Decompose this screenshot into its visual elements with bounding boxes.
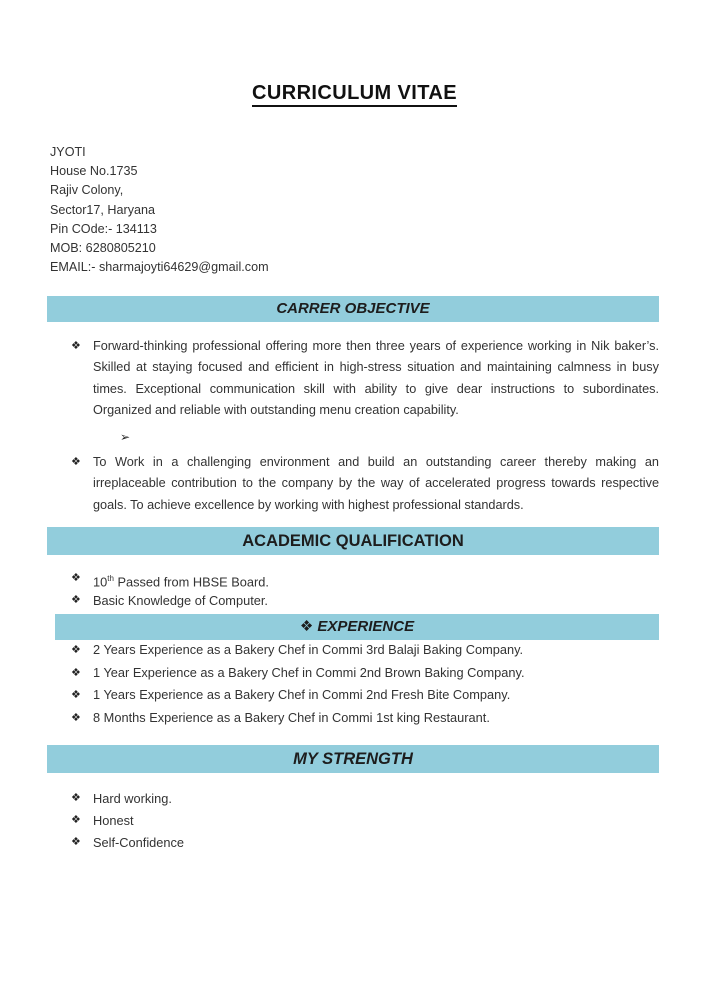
academic-item-text: Basic Knowledge of Computer. xyxy=(93,592,268,608)
strength-item-text: Self-Confidence xyxy=(93,834,185,850)
contact-line: Sector17, Haryana xyxy=(50,202,156,217)
objective-paragraph-text: Forward-thinking professional offering more then three years of experience working in Nik baker’s. Skilled at staying focused and efficient in high-stress situation and maintaining calmness in busy times. Exceptional communication skill with ability to give dear instructions to subordinates. Organized and reliable with outstanding menu creation capability. xyxy=(93,339,659,417)
diamond-bullet-icon: ❖ xyxy=(71,813,81,826)
list-item xyxy=(71,568,269,590)
diamond-bullet-icon: ❖ xyxy=(71,593,81,606)
section-heading-objective xyxy=(47,296,659,322)
list-item xyxy=(71,590,269,612)
section-heading-academic xyxy=(47,527,659,555)
diamond-bullet-icon: ❖ xyxy=(71,711,81,724)
page-title xyxy=(0,82,709,105)
academic-list xyxy=(71,568,269,611)
diamond-bullet-icon: ❖ xyxy=(71,572,81,584)
section-heading-academic-label: ACADEMIC QUALIFICATION xyxy=(242,532,464,550)
section-heading-objective-label: CARRER OBJECTIVE xyxy=(276,300,430,317)
contact-line: House No.1735 xyxy=(50,164,138,179)
olx-watermark-icon xyxy=(537,892,687,970)
strength-item-text: Honest xyxy=(93,812,134,828)
diamond-bullet-icon: ❖ xyxy=(71,689,81,701)
strength-item-text: Hard working. xyxy=(93,791,172,806)
contact-line: Pin COde:- 134113 xyxy=(50,221,157,236)
experience-list xyxy=(71,639,525,729)
section-heading-experience-label: EXPERIENCE xyxy=(317,618,415,635)
diamond-bullet-icon: ❖ xyxy=(71,835,81,848)
objective-paragraph xyxy=(71,336,659,421)
experience-item-text: 1 Years Experience as a Bakery Chef in Commi 2nd Fresh Bite Company. xyxy=(93,687,511,702)
diamond-bullet-icon: ❖ xyxy=(299,618,314,635)
page-title-text: CURRICULUM VITAE xyxy=(252,82,457,107)
experience-item-text: 2 Years Experience as a Bakery Chef in Commi 3rd Balaji Baking Company. xyxy=(93,642,524,657)
list-item xyxy=(71,639,525,662)
contact-line: Rajiv Colony, xyxy=(50,183,124,198)
list-item xyxy=(71,707,525,730)
academic-item-superscript: th xyxy=(107,574,114,583)
objective-paragraph-text: To Work in a challenging environment and build an outstanding career thereby making an irreplaceable contribution to the company by the way of accelerated progress towards respective goals. To achieve excellence by working with highest professional standards. xyxy=(93,455,659,512)
diamond-bullet-icon: ❖ xyxy=(71,792,81,804)
strength-list xyxy=(71,788,185,853)
diamond-bullet-icon: ❖ xyxy=(71,456,81,468)
diamond-bullet-icon: ❖ xyxy=(71,666,81,679)
diamond-bullet-icon: ❖ xyxy=(71,644,81,656)
academic-item-text: Passed from HBSE Board. xyxy=(113,574,269,590)
experience-item-text: 1 Year Experience as a Bakery Chef in Commi 2nd Brown Baking Company. xyxy=(93,664,525,680)
experience-item-text: 8 Months Experience as a Bakery Chef in Commi 1st king Restaurant. xyxy=(93,709,490,725)
contact-email: EMAIL:- sharmajoyti64629@gmail.com xyxy=(50,260,269,275)
list-item xyxy=(71,662,525,685)
olx-watermark-region: INDIA xyxy=(621,958,659,968)
contact-block xyxy=(50,143,269,277)
section-heading-strength xyxy=(47,745,659,773)
contact-name: JYOTI xyxy=(50,145,86,159)
objective-paragraph xyxy=(71,452,659,516)
list-item xyxy=(71,788,184,810)
list-item xyxy=(71,810,184,832)
arrow-bullet-icon: ➢ xyxy=(120,430,131,444)
contact-phone: MOB: 6280805210 xyxy=(50,241,156,256)
list-item xyxy=(71,684,525,707)
section-heading-strength-label: MY STRENGTH xyxy=(293,750,413,768)
academic-item-prefix: 10 xyxy=(93,574,108,590)
list-item xyxy=(71,832,185,854)
section-heading-experience xyxy=(55,614,659,640)
diamond-bullet-icon: ❖ xyxy=(71,340,81,352)
